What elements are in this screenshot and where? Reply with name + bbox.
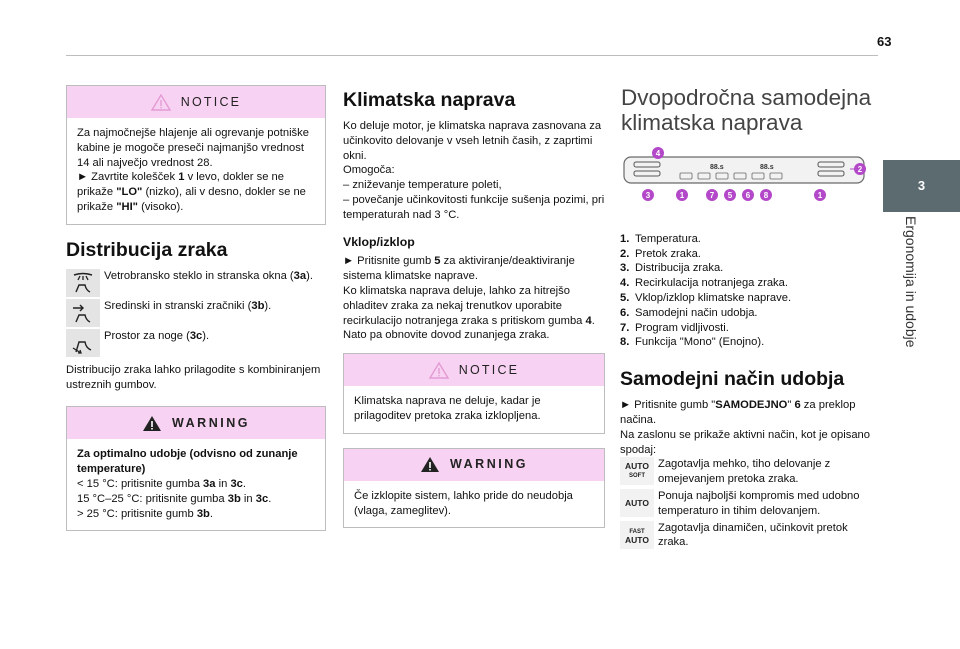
- control-panel-illustration: [620, 147, 874, 207]
- callout-label: 8: [763, 191, 769, 200]
- list-item: 7. Program vidljivosti.: [620, 321, 729, 334]
- panel-right-display: 88.s: [760, 164, 774, 171]
- column-right: [620, 85, 874, 552]
- onoff-recirc: Ko klimatska naprava deluje, lahko za hitrejšo ohladitev zraka za nekaj trenutkov uporabite recirkulacijo notranjega zraka s pritiskom gumba 4. Nato pa obnovite dovod zunanjega zraka.: [343, 284, 595, 342]
- warning-text: Če izklopite sistem, lahko pride do neudobja (vlaga, zameglitev).: [354, 489, 573, 517]
- onoff-heading: Vklop/izklop: [343, 234, 415, 249]
- chapter-number: 3: [917, 177, 926, 193]
- warning-lead: Za optimalno udobje (odvisno od zunanje temperature): [77, 448, 298, 476]
- auto-mode-heading: Samodejni način udobja: [620, 368, 845, 391]
- auto-mode-item: [620, 457, 874, 487]
- notice-step: ► Zavrtite kolešček 1 v levo, dokler se ne prikaže "LO" (nizko), ali v desno, dokler se ne prikaže "HI" (visoko).: [77, 171, 306, 213]
- distribution-heading: Distribucija zraka: [66, 238, 228, 261]
- list-item: 3. Distribucija zraka.: [620, 262, 724, 275]
- controls-list: [620, 232, 874, 350]
- notice-text: Za najmočnejše hlajenje ali ogrevanje potniške kabine je mogoče preseči najmanjšo vrednost 14 ali največjo vrednost 28.: [77, 127, 309, 169]
- auto-mode-text: Zagotavlja mehko, tiho delovanje z omejevanjem pretoka zraka.: [658, 458, 831, 486]
- ac-bullet: – zniževanje temperature poleti,: [343, 179, 502, 192]
- notice-title: NOTICE: [180, 94, 242, 109]
- dual-zone-title: Dvopodročna samodejna klimatska naprava: [621, 85, 872, 135]
- warning-title: WARNING: [450, 457, 528, 472]
- ac-enables: Omogoča:: [343, 164, 395, 177]
- page-number: 63: [877, 34, 892, 49]
- chapter-title: Ergonomija in udobje: [903, 216, 919, 348]
- notice-box: [343, 353, 605, 434]
- list-item: 5. Vklop/izklop klimatske naprave.: [620, 291, 792, 304]
- notice-triangle-icon: [151, 94, 171, 111]
- notice-body: [344, 386, 604, 433]
- notice-header: [67, 86, 325, 118]
- callout-label: 4: [655, 149, 661, 158]
- warning-line: < 15 °C: pritisnite gumba 3a in 3c.: [77, 477, 246, 490]
- warning-line: 15 °C–25 °C: pritisnite gumba 3b in 3c.: [77, 492, 272, 505]
- column-left: [66, 85, 326, 545]
- warning-body: [67, 439, 325, 530]
- ac-heading: Klimatska naprava: [343, 89, 516, 111]
- warning-header: [344, 449, 604, 481]
- warning-triangle-icon: [142, 415, 162, 432]
- notice-text: Klimatska naprava ne deluje, kadar je prilagoditev pretoka zraka izklopljena.: [354, 395, 541, 422]
- list-item: 2. Pretok zraka.: [620, 247, 701, 260]
- warning-body: [344, 481, 604, 528]
- chapter-title-vertical: [888, 216, 922, 376]
- distribution-text: Prostor za noge (3c).: [104, 329, 210, 342]
- list-item: 6. Samodejni način udobja.: [620, 306, 758, 319]
- auto-step: ► Pritisnite gumb "SAMODEJNO" 6 za preklop načina.: [620, 399, 856, 426]
- auto-mode-text: Ponuja najboljši kompromis med udobno temperaturo in tihim delovanjem.: [658, 489, 860, 517]
- warning-header: [67, 407, 325, 439]
- callout-label: 5: [727, 191, 733, 200]
- list-item: 1. Temperatura.: [620, 232, 701, 245]
- callout-label: 3: [645, 191, 651, 200]
- onoff-step: ► Pritisnite gumb 5 za aktiviranje/deaktiviranje sistema klimatske naprave.: [343, 255, 575, 283]
- footwell-airflow-icon: [66, 329, 100, 357]
- list-item: 8. Funkcija "Mono" (Enojno).: [620, 336, 765, 349]
- notice-box: [66, 85, 326, 225]
- windscreen-airflow-icon: [66, 269, 100, 297]
- distribution-item: [66, 299, 326, 327]
- warning-triangle-icon: [420, 456, 440, 473]
- callout-label: 7: [709, 191, 715, 200]
- distribution-item: [66, 329, 326, 357]
- auto-soft-icon: AUTO SOFT: [620, 457, 654, 485]
- auto-icon: AUTO: [620, 489, 654, 517]
- top-divider: [66, 55, 878, 56]
- panel-left-display: 88.s: [710, 164, 724, 171]
- ac-intro: Ko deluje motor, je klimatska naprava zasnovana za učinkovito delovanje v vseh letnih časih, z zaprtimi okni.: [343, 120, 602, 162]
- callout-label: 2: [857, 165, 863, 174]
- fast-auto-icon: FAST AUTO: [620, 521, 654, 549]
- callout-label: 1: [679, 191, 685, 200]
- distribution-text: Vetrobransko steklo in stranska okna (3a).: [104, 269, 313, 282]
- notice-title: NOTICE: [458, 362, 520, 377]
- notice-body: [67, 118, 325, 224]
- auto-desc: Na zaslonu se prikaže aktivni način, kot je opisano spodaj:: [620, 428, 870, 456]
- chapter-tab[interactable]: [883, 160, 960, 212]
- callout-label: 6: [745, 191, 751, 200]
- vent-airflow-icon: [66, 299, 100, 327]
- notice-triangle-icon: [429, 362, 449, 379]
- auto-mode-text: Zagotavlja dinamičen, učinkovit pretok zraka.: [658, 521, 848, 549]
- auto-mode-item: [620, 489, 874, 519]
- auto-mode-item: [620, 521, 874, 551]
- warning-box: [66, 406, 326, 531]
- column-middle: [343, 85, 605, 542]
- ac-bullet: – povečanje učinkovitosti funkcije sušenja pozimi, pri temperaturah nad 3 °C.: [343, 193, 605, 221]
- distribution-text: Sredinski in stranski zračniki (3b).: [104, 299, 272, 312]
- distribution-footer: Distribucijo zraka lahko prilagodite s kombiniranjem ustreznih gumbov.: [66, 363, 321, 391]
- warning-title: WARNING: [172, 415, 250, 430]
- warning-box: [343, 448, 605, 529]
- distribution-item: [66, 269, 326, 297]
- warning-line: > 25 °C: pritisnite gumb 3b.: [77, 507, 213, 520]
- list-item: 4. Recirkulacija notranjega zraka.: [620, 277, 788, 290]
- callout-label: 1: [817, 191, 823, 200]
- notice-header: [344, 354, 604, 386]
